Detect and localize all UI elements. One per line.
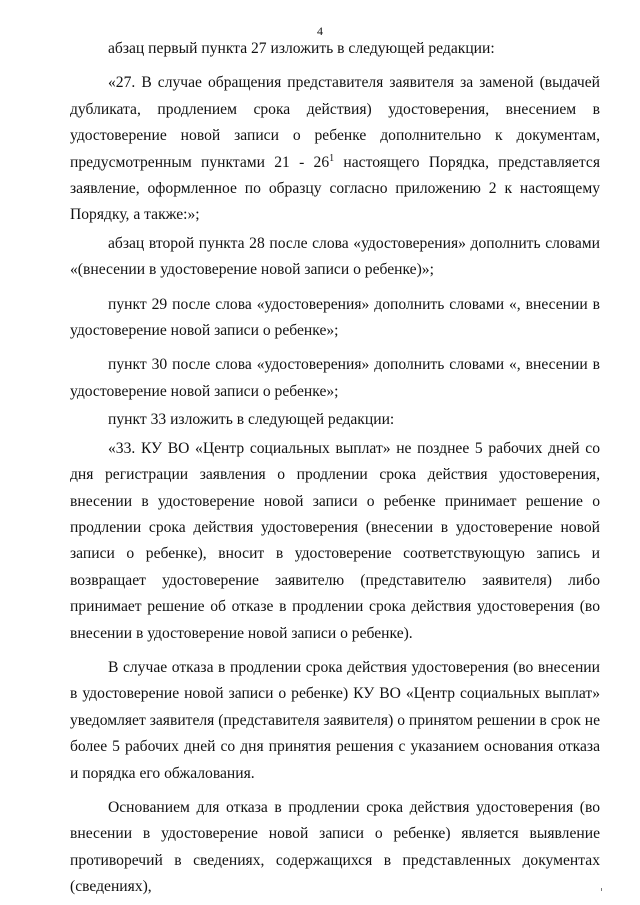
paragraph-item-27-text-a: «27. В случае обращения представителя заявителя за заменой (выдачей дубликата, продлением срока действия) удостоверения, внесением в удостоверение новой записи о ребенке дополнительно к документам, предусмотренным пунктами 21 - 26	[70, 74, 600, 171]
paragraph-amend-33-intro: пункт 33 изложить в следующей редакции:	[108, 411, 395, 429]
scan-speck	[601, 888, 602, 891]
paragraph-item-27-text-b: настоящего Порядка, представляется заявление, оформленное по образцу согласно приложению 2 к настоящему Порядку, а также:»;	[70, 153, 601, 224]
page-number: 4	[317, 24, 323, 38]
document-body	[70, 36, 600, 901]
paragraph-item-33: «33. КУ ВО «Центр социальных выплат» не позднее 5 рабочих дней со дня регистрации заявления о продлении срока действия удостоверения, внесении в удостоверение новой записи о ребенке принимает решение о продлении срока действия удостоверения (внесении в удостоверение новой записи о ребенке), вносит в удостоверение соответствующую запись и возвращает удостоверение заявителю (представителю заявителя) либо принимает решение об отказе в продлении срока действия удостоверения (во внесении в удостоверение новой записи о ребенке).	[70, 439, 600, 642]
paragraph-amend-27-intro: абзац первый пункта 27 изложить в следующей редакции:	[108, 40, 495, 57]
paragraph-amend-30: пункт 30 после слова «удостоверения» дополнить словами «, внесении в удостоверение новой записи о ребенке»;	[70, 356, 600, 400]
paragraph-amend-29: пункт 29 после слова «удостоверения» дополнить словами «, внесении в удостоверение новой записи о ребенке»;	[70, 295, 600, 340]
superscript-index: 1	[329, 152, 335, 164]
paragraph-amend-28: абзац второй пункта 28 после слова «удостоверения» дополнить словами «(внесении в удостоверение новой записи о ребенке)»;	[70, 234, 600, 279]
paragraph-refusal-notice: В случае отказа в продлении срока действия удостоверения (во внесении в удостоверение новой записи о ребенке) КУ ВО «Центр социальных выплат» уведомляет заявителя (представителя заявителя) о принятом решении в срок не более 5 рабочих дней со дня принятия решения с указанием основания отказа и порядка его обжалования.	[70, 658, 600, 782]
paragraph-item-27	[70, 70, 600, 228]
paragraph-refusal-grounds: Основанием для отказа в продлении срока действия удостоверения (во внесении в удостоверение новой записи о ребенке) является выявление противоречий в сведениях, содержащихся в представленных документах (сведениях),	[70, 798, 600, 896]
